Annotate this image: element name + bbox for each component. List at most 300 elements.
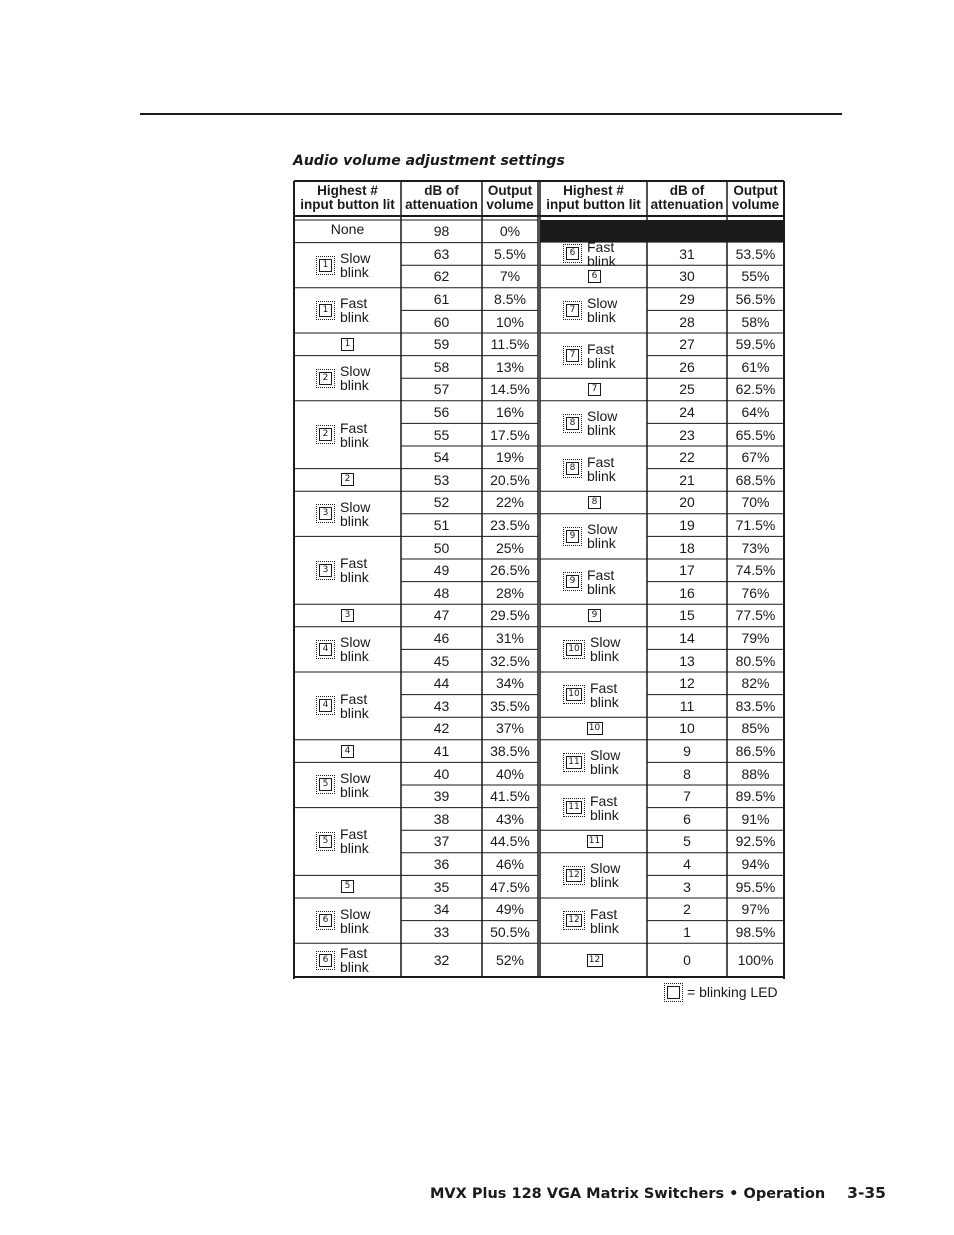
- lit-button-icon: 6: [588, 270, 601, 283]
- input-button-cell-slow: [542, 288, 647, 333]
- volume-cell: 92.5%: [735, 833, 776, 850]
- volume-cell: 38.5%: [490, 743, 530, 760]
- db-cell: 16: [679, 584, 695, 601]
- blinking-button-icon: 11: [566, 801, 582, 814]
- input-button-cell-fast: [542, 785, 647, 830]
- volume-cell: 35.5%: [490, 697, 530, 714]
- lit-button-icon: 10: [587, 722, 603, 735]
- blinking-button-icon: 3: [319, 564, 332, 577]
- fast-blink-line: blink: [340, 433, 369, 450]
- db-cell: 53: [433, 471, 450, 488]
- db-cell: 41: [433, 743, 450, 760]
- input-none-cell: [295, 218, 400, 240]
- input-button-cell-slow: [542, 514, 647, 559]
- db-cell: 5: [683, 833, 691, 850]
- db-cell: 33: [433, 923, 450, 940]
- header-db-left: [402, 183, 481, 213]
- fast-blink-line: Fast: [340, 555, 368, 572]
- blinking-button-icon: 1: [319, 304, 332, 317]
- db-cell: 10: [679, 720, 695, 737]
- header-input-left: [295, 183, 400, 213]
- blinking-button-icon: 6: [319, 914, 332, 927]
- lit-button-icon: 12: [587, 954, 603, 967]
- input-button-cell-fast: [542, 898, 647, 943]
- volume-cell: 23.5%: [490, 517, 530, 534]
- volume-cell: 82%: [741, 675, 770, 692]
- volume-cell: 71.5%: [735, 517, 776, 534]
- fast-blink-line: Fast: [587, 238, 615, 255]
- fast-blink-label: [590, 907, 619, 935]
- db-cell: 0: [683, 952, 691, 969]
- volume-cell: 31%: [495, 630, 525, 647]
- blinking-button-icon: 7: [566, 349, 579, 362]
- db-cell: 35: [433, 878, 450, 895]
- db-cell: 6: [683, 810, 691, 827]
- lit-button-icon: 7: [588, 383, 601, 396]
- fast-blink-line: Fast: [590, 905, 618, 922]
- header-vol-right: [728, 183, 783, 213]
- db-cell: 28: [679, 313, 695, 330]
- slow-blink-line: Slow: [587, 295, 618, 312]
- fast-blink-line: blink: [587, 252, 616, 269]
- slow-blink-line: blink: [340, 512, 369, 529]
- fast-blink-line: blink: [340, 704, 369, 721]
- lit-button-icon: 1: [341, 338, 354, 351]
- fast-blink-line: Fast: [587, 340, 615, 357]
- db-cell: 40: [433, 765, 450, 782]
- volume-cell: 8.5%: [494, 291, 526, 308]
- input-button-cell-lit: [542, 604, 647, 627]
- volume-cell: 95.5%: [735, 878, 776, 895]
- db-cell: 57: [433, 381, 450, 398]
- db-cell: 51: [433, 517, 450, 534]
- slow-blink-line: Slow: [590, 747, 621, 764]
- volume-cell: 62.5%: [735, 381, 776, 398]
- db-cell: 21: [679, 471, 695, 488]
- legend: [664, 984, 778, 1000]
- fast-blink-line: blink: [587, 354, 616, 371]
- fast-blink-line: blink: [340, 959, 369, 976]
- lit-button-icon: 3: [341, 609, 354, 622]
- input-button-cell-lit: [542, 943, 647, 977]
- slow-blink-line: blink: [587, 309, 616, 326]
- volume-cell: 41.5%: [490, 788, 530, 805]
- slow-blink-label: [340, 907, 370, 935]
- slow-blink-line: blink: [340, 783, 369, 800]
- fast-blink-line: Fast: [590, 679, 618, 696]
- header-input-line1: Highest #: [317, 183, 378, 198]
- blinking-button-icon: 10: [566, 643, 582, 656]
- blinking-button-icon: 3: [319, 507, 332, 520]
- input-button-cell-lit: [295, 604, 400, 627]
- volume-cell: 94%: [741, 856, 770, 873]
- volume-cell: 43%: [495, 810, 525, 827]
- fast-blink-label: [587, 240, 616, 268]
- fast-blink-label: [340, 421, 369, 449]
- volume-cell: 76%: [741, 584, 770, 601]
- volume-cell: 34%: [495, 675, 525, 692]
- volume-cell: 29.5%: [490, 607, 530, 624]
- fast-blink-label: [587, 342, 616, 370]
- db-cell: 25: [679, 381, 695, 398]
- slow-blink-line: blink: [340, 264, 369, 281]
- volume-cell: 32.5%: [490, 652, 530, 669]
- blinking-button-icon: 9: [566, 530, 579, 543]
- input-none-label: None: [330, 221, 365, 237]
- volume-cell: 59.5%: [735, 336, 776, 353]
- slow-blink-line: blink: [590, 874, 619, 891]
- volume-cell: 19%: [495, 449, 525, 466]
- blinking-button-icon: 8: [566, 462, 579, 475]
- db-cell: 34: [433, 901, 450, 918]
- slow-blink-label: [340, 251, 370, 279]
- volume-cell: 44.5%: [490, 833, 530, 850]
- slow-blink-label: [340, 635, 370, 663]
- db-cell: 62: [433, 268, 450, 285]
- input-button-cell-slow: [542, 853, 647, 898]
- volume-cell: 77.5%: [735, 607, 776, 624]
- fast-blink-label: [340, 946, 369, 974]
- db-cell: 8: [683, 765, 691, 782]
- input-button-cell-fast: [295, 672, 400, 740]
- fast-blink-line: Fast: [340, 295, 368, 312]
- db-cell: 44: [433, 675, 450, 692]
- input-button-cell-slow: [295, 762, 400, 807]
- input-button-cell-fast: [295, 536, 400, 604]
- fast-blink-label: [340, 296, 369, 324]
- slow-blink-line: Slow: [340, 363, 371, 380]
- volume-cell: 89.5%: [735, 788, 776, 805]
- db-cell: 30: [679, 268, 695, 285]
- db-cell: 13: [679, 652, 695, 669]
- empty-header-band: [540, 220, 784, 243]
- volume-cell: 53.5%: [735, 245, 776, 262]
- blinking-button-icon: 2: [319, 372, 332, 385]
- volume-cell: 73%: [741, 539, 770, 556]
- slow-blink-line: Slow: [340, 769, 371, 786]
- input-button-cell-lit: [295, 333, 400, 356]
- db-cell: 98: [433, 223, 450, 240]
- input-button-cell-slow: [295, 898, 400, 943]
- volume-cell: 74.5%: [735, 562, 776, 579]
- input-button-cell-lit: [295, 469, 400, 492]
- db-cell: 38: [433, 810, 450, 827]
- db-cell: 46: [433, 630, 450, 647]
- slow-blink-line: Slow: [590, 634, 621, 651]
- fast-blink-line: blink: [587, 467, 616, 484]
- fast-blink-line: Fast: [587, 453, 615, 470]
- volume-cell: 49%: [495, 901, 525, 918]
- volume-cell: 86.5%: [735, 743, 776, 760]
- fast-blink-line: blink: [590, 806, 619, 823]
- volume-cell: 11.5%: [490, 336, 530, 353]
- db-cell: 22: [679, 449, 695, 466]
- db-cell: 37: [433, 833, 450, 850]
- volume-cell: 47.5%: [490, 878, 530, 895]
- volume-cell: 22%: [495, 494, 525, 511]
- blinking-button-icon: 1: [319, 259, 332, 272]
- input-button-cell-fast: [295, 401, 400, 469]
- input-button-cell-lit: [295, 875, 400, 898]
- slow-blink-label: [340, 771, 370, 799]
- db-cell: 18: [679, 539, 695, 556]
- slow-blink-line: Slow: [340, 498, 371, 515]
- input-button-cell-slow: [295, 356, 400, 401]
- volume-cell: 80.5%: [735, 652, 776, 669]
- input-button-cell-lit: [295, 740, 400, 763]
- slow-blink-label: [590, 748, 620, 776]
- db-cell: 1: [683, 923, 691, 940]
- blinking-button-icon: 8: [566, 417, 579, 430]
- db-cell: 31: [679, 245, 695, 262]
- blinking-button-icon: 12: [566, 914, 582, 927]
- fast-blink-line: Fast: [590, 792, 618, 809]
- volume-cell: 25%: [495, 539, 525, 556]
- header-db-line1: dB of: [669, 183, 705, 198]
- fast-blink-label: [590, 794, 619, 822]
- volume-cell: 91%: [741, 810, 770, 827]
- header-db-line1: dB of: [424, 183, 459, 198]
- db-cell: 56: [433, 404, 450, 421]
- lit-button-icon: 5: [341, 880, 354, 893]
- volume-cell: 70%: [741, 494, 770, 511]
- blinking-button-icon: 5: [319, 778, 332, 791]
- fast-blink-line: Fast: [340, 690, 368, 707]
- fast-blink-line: Fast: [340, 826, 368, 843]
- db-cell: 49: [433, 562, 450, 579]
- db-cell: 39: [433, 788, 450, 805]
- db-cell: 60: [433, 313, 450, 330]
- blinking-button-icon: 6: [566, 247, 579, 260]
- input-button-cell-lit: [542, 830, 647, 853]
- db-cell: 36: [433, 856, 450, 873]
- db-cell: 23: [679, 426, 695, 443]
- header-vol-line1: Output: [733, 183, 778, 198]
- volume-cell: 97%: [741, 901, 770, 918]
- input-button-cell-lit: [542, 378, 647, 401]
- lit-button-icon: 9: [588, 609, 601, 622]
- blinking-button-icon: 9: [566, 575, 579, 588]
- volume-cell: 5.5%: [494, 245, 526, 262]
- fast-blink-label: [587, 568, 616, 596]
- volume-cell: 52%: [495, 952, 525, 969]
- lit-button-icon: 11: [587, 835, 603, 848]
- input-button-cell-lit: [542, 717, 647, 740]
- volume-cell: 37%: [495, 720, 525, 737]
- header-input-line2: input button lit: [300, 197, 395, 212]
- slow-blink-line: Slow: [340, 250, 371, 267]
- fast-blink-line: Fast: [340, 945, 368, 962]
- volume-cell: 17.5%: [490, 426, 530, 443]
- footer-title: MVX Plus 128 VGA Matrix Switchers • Operation: [430, 1186, 826, 1202]
- input-button-cell-lit: [542, 265, 647, 288]
- db-cell: 4: [683, 856, 691, 873]
- slow-blink-label: [340, 364, 370, 392]
- input-button-cell-fast: [542, 333, 647, 378]
- blinking-button-icon: 11: [566, 756, 582, 769]
- volume-cell: 20.5%: [490, 471, 530, 488]
- db-cell: 3: [683, 878, 691, 895]
- slow-blink-line: blink: [590, 761, 619, 778]
- db-cell: 12: [679, 675, 695, 692]
- db-cell: 9: [683, 743, 691, 760]
- slow-blink-line: blink: [340, 648, 369, 665]
- slow-blink-line: blink: [590, 648, 619, 665]
- volume-cell: 67%: [741, 449, 770, 466]
- lit-button-icon: 2: [341, 473, 354, 486]
- blinking-button-icon: 12: [566, 869, 582, 882]
- header-input-right: [541, 183, 646, 213]
- header-vol-line2: volume: [731, 197, 780, 212]
- blinking-button-icon: 4: [319, 643, 332, 656]
- header-db-line2: attenuation: [650, 197, 724, 212]
- volume-cell: 64%: [741, 404, 770, 421]
- slow-blink-line: Slow: [587, 408, 618, 425]
- db-cell: 20: [679, 494, 695, 511]
- table-caption: Audio volume adjustment settings: [293, 153, 565, 169]
- db-cell: 32: [433, 952, 450, 969]
- volume-cell: 85%: [741, 720, 770, 737]
- audio-volume-table: [293, 181, 785, 979]
- fast-blink-line: Fast: [340, 419, 368, 436]
- volume-cell: 40%: [495, 765, 525, 782]
- fast-blink-line: blink: [340, 840, 369, 857]
- fast-blink-label: [590, 681, 619, 709]
- db-cell: 26: [679, 358, 695, 375]
- lit-button-icon: 4: [341, 745, 354, 758]
- volume-cell: 46%: [495, 856, 525, 873]
- slow-blink-line: Slow: [340, 634, 371, 651]
- volume-cell: 28%: [495, 584, 525, 601]
- volume-cell: 16%: [495, 404, 525, 421]
- header-input-line2: input button lit: [546, 197, 641, 212]
- volume-cell: 7%: [499, 268, 521, 285]
- volume-cell: 79%: [741, 630, 770, 647]
- input-button-cell-fast: [542, 559, 647, 604]
- db-cell: 52: [433, 494, 450, 511]
- volume-cell: 83.5%: [735, 697, 776, 714]
- header-db-line2: attenuation: [405, 197, 478, 212]
- blinking-button-icon: 5: [319, 835, 332, 848]
- db-cell: 29: [679, 291, 695, 308]
- header-vol-left: [483, 183, 537, 213]
- input-button-cell-fast: [295, 943, 400, 977]
- lit-button-icon: 8: [588, 496, 601, 509]
- volume-cell: 50.5%: [490, 923, 530, 940]
- db-cell: 54: [433, 449, 450, 466]
- db-cell: 45: [433, 652, 450, 669]
- legend-label: = blinking LED: [687, 984, 778, 1000]
- fast-blink-line: Fast: [587, 566, 615, 583]
- slow-blink-line: blink: [340, 377, 369, 394]
- db-cell: 24: [679, 404, 695, 421]
- slow-blink-label: [590, 635, 620, 663]
- slow-blink-line: blink: [587, 422, 616, 439]
- fast-blink-label: [340, 692, 369, 720]
- slow-blink-label: [587, 296, 617, 324]
- volume-cell: 100%: [737, 952, 774, 969]
- blinking-button-icon: 4: [319, 699, 332, 712]
- input-button-cell-slow: [542, 627, 647, 672]
- fast-blink-line: blink: [590, 919, 619, 936]
- db-cell: 61: [433, 291, 450, 308]
- header-vol-line1: Output: [487, 183, 533, 198]
- input-button-cell-lit: [542, 491, 647, 514]
- db-cell: 27: [679, 336, 695, 353]
- db-cell: 17: [679, 562, 695, 579]
- db-cell: 43: [433, 697, 450, 714]
- page-number: 3-35: [847, 1184, 886, 1202]
- slow-blink-label: [590, 861, 620, 889]
- blinking-button-icon: 2: [319, 428, 332, 441]
- volume-cell: 13%: [495, 358, 525, 375]
- input-button-cell-slow: [542, 401, 647, 446]
- fast-blink-line: blink: [340, 309, 369, 326]
- fast-blink-label: [340, 556, 369, 584]
- top-rule: [140, 113, 842, 115]
- input-button-cell-fast: [542, 238, 647, 269]
- slow-blink-label: [587, 522, 617, 550]
- fast-blink-line: blink: [587, 580, 616, 597]
- input-button-cell-fast: [542, 672, 647, 717]
- db-cell: 11: [679, 697, 695, 714]
- db-cell: 55: [433, 426, 450, 443]
- db-cell: 63: [433, 245, 450, 262]
- fast-blink-line: blink: [590, 693, 619, 710]
- db-cell: 48: [433, 584, 450, 601]
- input-button-cell-slow: [542, 740, 647, 785]
- volume-cell: 26.5%: [490, 562, 530, 579]
- slow-blink-line: blink: [340, 919, 369, 936]
- volume-cell: 65.5%: [735, 426, 776, 443]
- page-footer: [430, 1184, 886, 1202]
- db-cell: 2: [683, 901, 691, 918]
- header-vol-line2: volume: [486, 197, 534, 212]
- db-cell: 58: [433, 358, 450, 375]
- volume-cell: 55%: [741, 268, 770, 285]
- blinking-button-icon: 6: [319, 954, 332, 967]
- volume-cell: 98.5%: [735, 923, 776, 940]
- slow-blink-line: Slow: [340, 905, 371, 922]
- slow-blink-line: Slow: [587, 521, 618, 538]
- volume-cell: 61%: [741, 358, 770, 375]
- db-cell: 7: [683, 788, 691, 805]
- fast-blink-label: [587, 455, 616, 483]
- db-cell: 50: [433, 539, 450, 556]
- db-cell: 15: [679, 607, 695, 624]
- blinking-led-icon: [667, 986, 680, 999]
- db-cell: 42: [433, 720, 450, 737]
- db-cell: 19: [679, 517, 695, 534]
- blinking-button-icon: 10: [566, 688, 582, 701]
- blinking-button-icon: 7: [566, 304, 579, 317]
- header-input-line1: Highest #: [563, 183, 624, 198]
- volume-cell: 88%: [741, 765, 770, 782]
- slow-blink-line: blink: [587, 535, 616, 552]
- input-button-cell-slow: [295, 491, 400, 536]
- header-db-right: [648, 183, 726, 213]
- volume-cell: 56.5%: [735, 291, 776, 308]
- input-button-cell-slow: [295, 627, 400, 672]
- volume-cell: 58%: [741, 313, 770, 330]
- input-button-cell-fast: [295, 808, 400, 876]
- db-cell: 47: [433, 607, 450, 624]
- volume-cell: 68.5%: [735, 471, 776, 488]
- input-button-cell-fast: [542, 446, 647, 491]
- volume-cell: 10%: [495, 313, 525, 330]
- input-button-cell-slow: [295, 243, 400, 288]
- volume-cell: 0%: [499, 223, 521, 240]
